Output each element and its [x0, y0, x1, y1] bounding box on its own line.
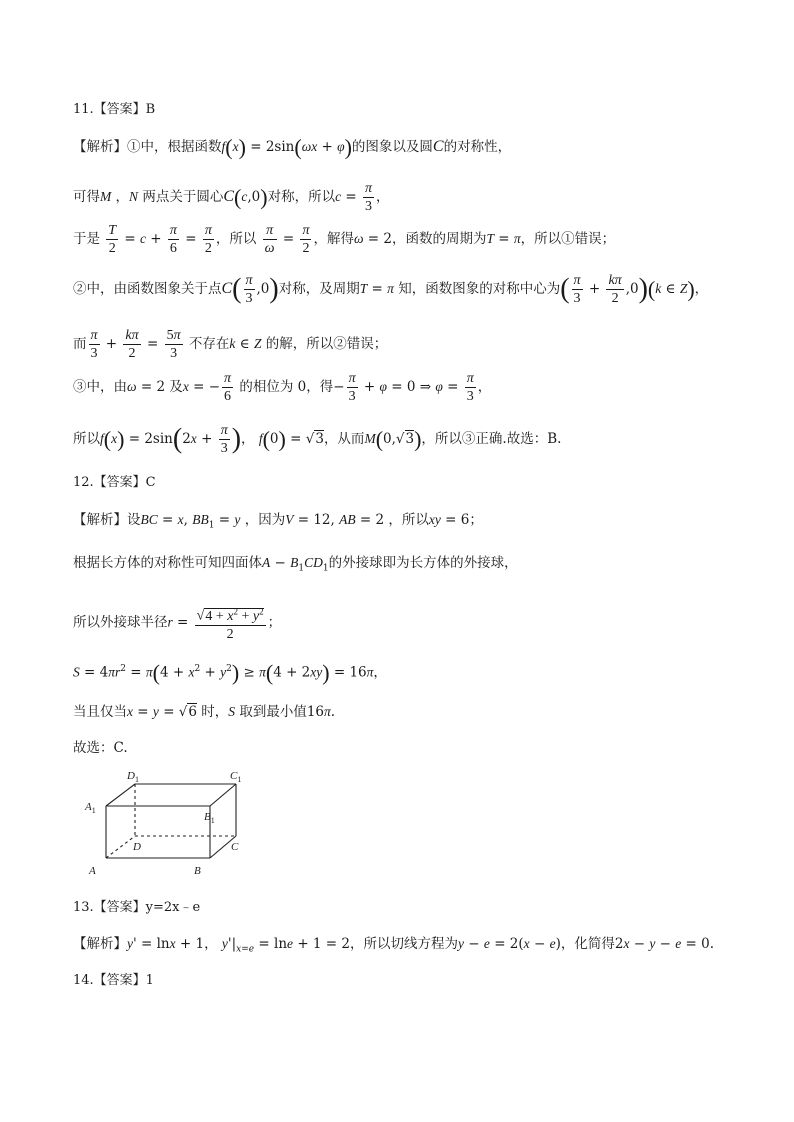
q11-analysis-line2: 可得M ，N 两点关于圆心C(c,0)对称，所以c = $\frac{\pi}{3}$ ， [73, 181, 390, 214]
q11-analysis-line1: 【解析】①中，根据函数f(x) = 2sin(ωx + φ)的图象以及圆C的对称性， [73, 134, 512, 160]
label-D: D [133, 841, 141, 853]
q12-analysis-line3: 所以外接球半径r = $\frac{√4 + x^2 + y^2}{2}$ ； [73, 603, 281, 643]
label-A: A [89, 865, 96, 877]
q12-analysis-line5: 当且仅当x = y = √6 时，S 取到最小值16π. [73, 704, 336, 720]
q11-analysis-line4: ②中，由函数图象关于点C( $\frac{\pi}{3}$ ,0)对称，及周期T = π 知，函数图象的对称中心为( $\frac{\pi}{3}$ + $\frac{k\pi}{2}$ ,0)(k ∈ Z)， [73, 273, 709, 306]
q14-answer: 14.【答案】1 [73, 973, 154, 988]
q11-analysis-line5: 而 $\frac{\pi}{3}$ + $\frac{k\pi}{2}$ = $\frac{5\pi}{3}$ 不存在k ∈ Z 的解，所以②错误； [73, 328, 388, 361]
q12-answer: 12.【答案】C [73, 475, 156, 490]
q12-analysis-line6: 故选：C. [73, 740, 128, 756]
q11-analysis-line7: 所以f(x) = 2sin(2x + $\frac{\pi}{3}$ )， f(0) = √3，从而M(0,√3)，所以③正确.故选：B. [73, 423, 562, 456]
label-A1: $A_1$ [85, 801, 96, 815]
q12-analysis-line4: $S = 4\pi r^2 = \pi(4 + x^2 + y^2) \ge \pi(4 + 2xy) = 16\pi$， [73, 660, 387, 685]
label-B: B [194, 865, 201, 877]
label-C: C [231, 841, 239, 853]
q13-analysis-line1: 【解析】y' = lnx + 1， $y'|_{x=e} = \ln e + 1 = 2$，所以切线方程为y − e = 2(x − e)，化简得2x − y − e = 0. [73, 936, 715, 955]
q12-analysis-line1: 【解析】设BC = x, $BB_1 = y$ ，因为V = 12, AB = 2 ，所以xy = 6； [73, 512, 483, 531]
q11-answer: 11.【答案】B [73, 102, 156, 117]
q11-analysis-line3: 于是 $\frac{T}{2}$ = c + $\frac{\pi}{6}$ = $\frac{\pi}{2}$ ，所以 $\frac{\pi}{\omega}$ = $\frac{\pi}{2}$ ，解得ω = 2，函数的周期为T = π，所以①错误； [73, 223, 616, 256]
cuboid-figure [80, 768, 260, 888]
q13-answer: 13.【答案】y=2x﹣e [73, 900, 201, 915]
label-B1: $B_1$ [204, 811, 215, 825]
label-C1: $C_1$ [230, 770, 242, 784]
q12-analysis-line2: 根据长方体的对称性可知四面体$A - B_1CD_1$的外接球即为长方体的外接球， [73, 555, 518, 574]
q11-analysis-line6: ③中，由ω = 2 及x = − $\frac{\pi}{6}$ 的相位为 0，得− $\frac{\pi}{3}$ + φ = 0 ⇒ φ = $\frac{\pi}{3}$ ， [73, 371, 492, 404]
label-D1: $D_1$ [127, 770, 139, 784]
